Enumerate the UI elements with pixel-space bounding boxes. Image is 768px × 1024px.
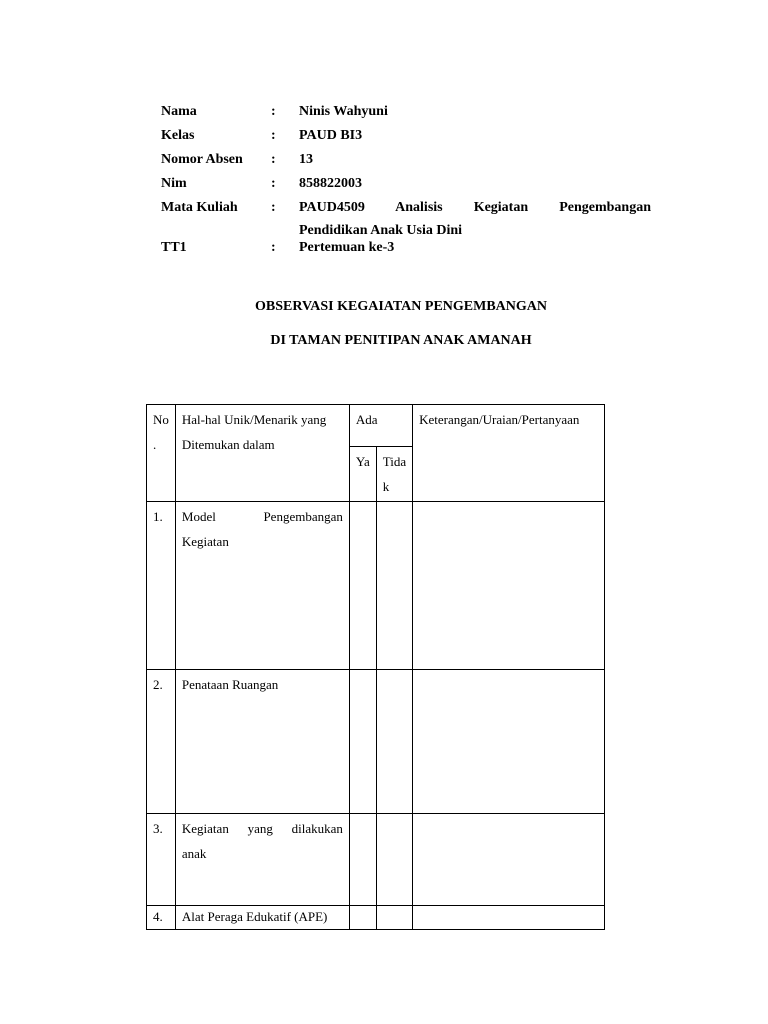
- info-value-line1: PAUD4509 Analisis Kegiatan Pengembangan: [299, 200, 651, 215]
- info-label: Mata Kuliah: [161, 200, 238, 215]
- row-item: [175, 502, 349, 670]
- row-item-line2: anak: [181, 846, 207, 861]
- header-tidak: [376, 447, 412, 502]
- header-hal-line2: Ditemukan dalam: [181, 437, 275, 452]
- header-no-line2: .: [153, 437, 157, 452]
- row-item-line2: Kegiatan: [181, 534, 229, 549]
- row-item-line1: Model Pengembangan: [181, 509, 343, 524]
- info-colon: :: [271, 176, 276, 191]
- row-keterangan-cell[interactable]: [413, 670, 605, 814]
- info-value: Ninis Wahyuni: [299, 104, 388, 119]
- row-tidak-cell[interactable]: [376, 670, 412, 814]
- info-row-tt1: [161, 238, 651, 262]
- table-header-row: [147, 405, 605, 447]
- info-label: Nim: [161, 176, 187, 191]
- info-row-nomor-absen: [161, 150, 651, 174]
- row-ya-cell[interactable]: [349, 906, 376, 930]
- row-item-line1: Penataan Ruangan: [181, 677, 279, 692]
- header-ada: Ada: [349, 405, 412, 447]
- row-number: 4.: [147, 906, 176, 930]
- row-ya-cell[interactable]: [349, 814, 376, 906]
- row-ya-cell[interactable]: [349, 502, 376, 670]
- info-label: Nama: [161, 104, 197, 119]
- info-colon: :: [271, 200, 276, 215]
- info-row-mata-kuliah: [161, 198, 651, 242]
- header-hal-line1: Hal-hal Unik/Menarik yang: [181, 412, 327, 427]
- table-row: [147, 814, 605, 906]
- row-item: [175, 814, 349, 906]
- row-ya-cell[interactable]: [349, 670, 376, 814]
- header-no-line1: No: [153, 412, 169, 427]
- info-value: [299, 198, 651, 242]
- info-value: 13: [299, 152, 313, 167]
- info-colon: :: [271, 240, 276, 255]
- observation-table: [146, 404, 605, 930]
- info-label: Kelas: [161, 128, 195, 143]
- table-row: [147, 502, 605, 670]
- row-item: [175, 670, 349, 814]
- row-number: 2.: [147, 670, 176, 814]
- info-value: Pertemuan ke-3: [299, 240, 395, 255]
- row-tidak-cell[interactable]: [376, 814, 412, 906]
- row-tidak-cell[interactable]: [376, 502, 412, 670]
- row-item: Alat Peraga Edukatif (APE): [175, 906, 349, 930]
- info-label: TT1: [161, 240, 187, 255]
- info-colon: :: [271, 128, 276, 143]
- info-value: 858822003: [299, 176, 362, 191]
- row-number: 1.: [147, 502, 176, 670]
- info-colon: :: [271, 152, 276, 167]
- row-keterangan-cell[interactable]: [413, 814, 605, 906]
- info-value-line2: Pendidikan Anak Usia Dini: [299, 223, 463, 238]
- info-row-nim: [161, 174, 651, 198]
- header-no: [147, 405, 176, 502]
- header-hal: [175, 405, 349, 502]
- row-keterangan-cell[interactable]: [413, 502, 605, 670]
- document-title-line2: DI TAMAN PENITIPAN ANAK AMANAH: [270, 333, 532, 348]
- table-row: [147, 670, 605, 814]
- row-tidak-cell[interactable]: [376, 906, 412, 930]
- table-row: [147, 906, 605, 930]
- header-keterangan: Keterangan/Uraian/Pertanyaan: [413, 405, 605, 502]
- info-row-kelas: [161, 126, 651, 150]
- header-tidak-line2: k: [382, 479, 390, 494]
- student-info: [161, 102, 651, 262]
- row-number: 3.: [147, 814, 176, 906]
- info-colon: :: [271, 104, 276, 119]
- info-value: PAUD BI3: [299, 128, 363, 143]
- header-ya: Ya: [349, 447, 376, 502]
- row-keterangan-cell[interactable]: [413, 906, 605, 930]
- row-item-line1: Kegiatan yang dilakukan: [181, 821, 343, 836]
- document-title-line1: OBSERVASI KEGAIATAN PENGEMBANGAN: [255, 299, 547, 314]
- info-row-nama: [161, 102, 651, 126]
- info-label: Nomor Absen: [161, 152, 243, 167]
- header-tidak-line1: Tida: [382, 454, 407, 469]
